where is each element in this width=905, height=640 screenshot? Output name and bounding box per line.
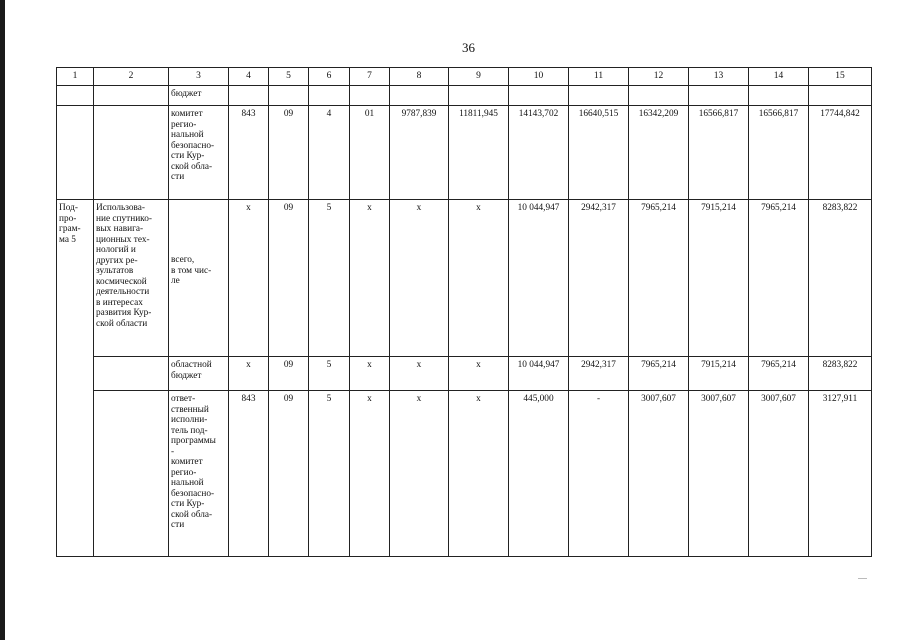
column-header: 2 <box>94 68 169 86</box>
cell-value <box>449 86 509 106</box>
column-header: 8 <box>390 68 449 86</box>
cell-value: 2942,317 <box>569 357 629 391</box>
cell-value: х <box>390 391 449 557</box>
cell-value <box>390 86 449 106</box>
cell-value: 16566,817 <box>749 106 809 200</box>
column-header: 7 <box>350 68 390 86</box>
cell-value: 9787,839 <box>390 106 449 200</box>
cell-value: х <box>390 200 449 357</box>
column-header: 12 <box>629 68 689 86</box>
cell-value: х <box>390 357 449 391</box>
column-header: 6 <box>309 68 350 86</box>
column-header: 10 <box>509 68 569 86</box>
cell-value: 7915,214 <box>689 357 749 391</box>
cell-payer: бюджет <box>169 86 229 106</box>
cell-value: 7965,214 <box>629 357 689 391</box>
column-header: 11 <box>569 68 629 86</box>
cell-value: 7915,214 <box>689 200 749 357</box>
cell-value <box>350 86 390 106</box>
cell-value: 843 <box>229 391 269 557</box>
cell-value: х <box>449 357 509 391</box>
cell-value <box>309 86 350 106</box>
cell-subprogram <box>57 106 94 200</box>
cell-value: 445,000 <box>509 391 569 557</box>
column-header: 3 <box>169 68 229 86</box>
column-header: 14 <box>749 68 809 86</box>
cell-description <box>94 106 169 200</box>
cell-value: х <box>229 200 269 357</box>
cell-value: 3127,911 <box>809 391 872 557</box>
scan-edge-bar <box>0 0 5 640</box>
cell-description <box>94 86 169 106</box>
table-row <box>57 391 872 557</box>
cell-value: 16342,209 <box>629 106 689 200</box>
cell-value <box>749 86 809 106</box>
cell-value: х <box>350 200 390 357</box>
column-header: 1 <box>57 68 94 86</box>
cell-value <box>629 86 689 106</box>
cell-value: 5 <box>309 200 350 357</box>
cell-subprogram <box>57 86 94 106</box>
cell-value: х <box>449 391 509 557</box>
cell-value: 17744,842 <box>809 106 872 200</box>
cell-value: х <box>350 391 390 557</box>
budget-table <box>56 67 872 557</box>
column-header: 15 <box>809 68 872 86</box>
cell-payer: областной бюджет <box>169 357 229 391</box>
cell-value: 09 <box>269 200 309 357</box>
cell-value: 01 <box>350 106 390 200</box>
cell-value: 5 <box>309 357 350 391</box>
cell-value <box>509 86 569 106</box>
cell-value: х <box>229 357 269 391</box>
cell-value: 10 044,947 <box>509 200 569 357</box>
cell-value: 5 <box>309 391 350 557</box>
cell-payer: комитет регио- нальной безопасно- сти Кур- ской обла- сти <box>169 106 229 200</box>
page-number: 36 <box>462 40 475 55</box>
cell-value: 3007,607 <box>689 391 749 557</box>
cell-value: 14143,702 <box>509 106 569 200</box>
cell-value <box>569 86 629 106</box>
cell-value: 8283,822 <box>809 200 872 357</box>
cell-value: 09 <box>269 357 309 391</box>
cell-value <box>809 86 872 106</box>
column-header: 4 <box>229 68 269 86</box>
cell-description <box>94 391 169 557</box>
table-row <box>57 357 872 391</box>
cell-payer: ответ- ственный исполни- тель под- программы - комитет регио- нальной безопасно- сти Кур- ской обла- сти <box>169 391 229 557</box>
column-header: 5 <box>269 68 309 86</box>
cell-value: 09 <box>269 391 309 557</box>
cell-value <box>269 86 309 106</box>
scan-artifact <box>858 578 867 579</box>
cell-value: 09 <box>269 106 309 200</box>
cell-payer: всего, в том чис- ле <box>169 200 229 357</box>
cell-value: х <box>449 200 509 357</box>
table-row <box>57 200 872 357</box>
cell-value: х <box>350 357 390 391</box>
cell-value: 2942,317 <box>569 200 629 357</box>
cell-value: 3007,607 <box>629 391 689 557</box>
cell-value <box>229 86 269 106</box>
cell-value: 10 044,947 <box>509 357 569 391</box>
cell-value: 7965,214 <box>749 200 809 357</box>
cell-subprogram: Под- про- грам- ма 5 <box>57 200 94 557</box>
column-header: 13 <box>689 68 749 86</box>
cell-description: Использова- ние спутнико- вых навига- ционных тех- нологий и других ре- зультатов космической деятельности в интересах развития Кур- ской области <box>94 200 169 357</box>
cell-description <box>94 357 169 391</box>
cell-value: 11811,945 <box>449 106 509 200</box>
cell-value: - <box>569 391 629 557</box>
cell-value: 16566,817 <box>689 106 749 200</box>
column-header: 9 <box>449 68 509 86</box>
cell-value: 3007,607 <box>749 391 809 557</box>
cell-value: 16640,515 <box>569 106 629 200</box>
column-number-row <box>57 68 872 86</box>
cell-value: 7965,214 <box>749 357 809 391</box>
table-row <box>57 86 872 106</box>
cell-value: 843 <box>229 106 269 200</box>
cell-value: 4 <box>309 106 350 200</box>
cell-value: 8283,822 <box>809 357 872 391</box>
cell-value: 7965,214 <box>629 200 689 357</box>
table-row <box>57 106 872 200</box>
cell-value <box>689 86 749 106</box>
